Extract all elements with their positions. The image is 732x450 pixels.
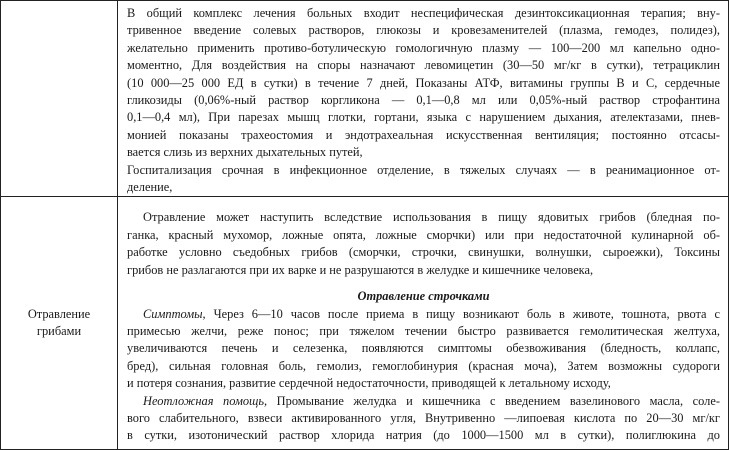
- row-label-cell: [1, 1, 118, 197]
- text-line: моментно, Для воздействия на споры назначают левомицетин (30—50 мг/кг в сутки), тетрациклин: [127, 58, 720, 73]
- symptoms-paragraph: [127, 306, 720, 393]
- text-line: (10 000—25 000 ЕД в сутки) в течение 7 дней, Показаны АТФ, витамины группы В и С, сердечные: [127, 75, 720, 90]
- row-label-line-1: Отравление: [27, 307, 91, 322]
- text-line: монией показаны трахеостомия и эндотрахеальная искусственная вентиляция; постоянно отсасы-: [127, 127, 720, 142]
- row-content-cell: [118, 1, 729, 197]
- text-line: и потеря сознания, развитие сердечной недостаточности, приводящей к летальному исходу,: [127, 376, 611, 391]
- row-label-cell: [1, 197, 118, 450]
- care-label: Неотложная помощь,: [143, 393, 268, 408]
- text-line: В общий комплекс лечения больных входит неспецифическая дезинтоксикационная терапия; вну-: [127, 6, 720, 20]
- text-line: деление,: [127, 180, 173, 195]
- botulism-treatment-paragraph: [127, 5, 720, 162]
- symptoms-label: Симптомы,: [143, 306, 206, 321]
- care-first-line: Промывание желудка и кишечника с введением вазелинового масла, соле-: [267, 393, 720, 408]
- text-line: [127, 393, 720, 410]
- text-line: работке условно съедобных грибов (сморчки, строчки, свинушки, волнушки, сыроежки), Токсины: [127, 245, 720, 260]
- row-label-line-2: грибами: [36, 324, 82, 339]
- mushroom-intro-paragraph: [127, 209, 720, 279]
- row-content-cell: [118, 197, 729, 450]
- text-line: примесью желчи, реже понос; при тяжелом течении быстро развивается гемолитическая желтуха,: [127, 323, 720, 338]
- text-line: желательно применить противо-ботулическую гомологичную плазму — 100—200 мл капельно одно-: [127, 40, 720, 55]
- table-row: [1, 197, 729, 450]
- text-line: бред), сильная головная боль, гемолиз, гемоглобинурия (красная моча), Затем возможны судороги: [127, 358, 720, 373]
- text-line: вого слабительного, взвеси активированного угля, Внутривенно —липоевая кислота по 20—30 мг/кг: [127, 410, 720, 425]
- text-line: тривенное введение солевых растворов, глюкозы и кровезаменителей (плазма, гемодез, полидез),: [127, 23, 720, 38]
- text-line: ганка, красный мухомор, ложные опята, ложные сморчки) или при недостаточной кулинарной об-: [127, 227, 720, 242]
- text-line: в сутки, изотонический раствор хлорида натрия (до 1000—1500 мл в сутки), полиглюкина до: [127, 428, 720, 443]
- text-line: увеличиваются печень и селезенка, появляются симптомы обезвоживания (бледность, коллапс,: [127, 341, 720, 356]
- text-line: 0,1—0,4 мл), При парезах мышц глотки, гортани, языка с нарушением дыхания, ателектазами, пнев-: [127, 110, 720, 125]
- hospitalization-paragraph: [127, 162, 720, 197]
- section-heading: Отравление строчками: [357, 289, 490, 304]
- symptoms-first-line: Через 6—10 часов после приема в пищу возникают боль в животе, тошнота, рвота с: [205, 306, 720, 321]
- table-row: [1, 1, 729, 197]
- text-line: Госпитализация срочная в инфекционное отделение, в тяжелых случаях — в реанимационное от-: [127, 162, 720, 177]
- text-line: вается слизь из верхних дыхательных путей,: [127, 145, 363, 160]
- text-line: [127, 306, 720, 323]
- emergency-care-paragraph: [127, 393, 720, 445]
- text-line: грибов не разлагаются при их варке и не разрушаются в желудке и кишечнике человека,: [127, 262, 594, 277]
- text-line: гликозиды (0,06%-ный раствор коргликона — 0,1—0,8 мл или 0,05%-ный раствор строфантина: [127, 93, 720, 108]
- text-line: Отравление может наступить вследствие использования в пищу ядовитых грибов (бледная по-: [143, 210, 720, 225]
